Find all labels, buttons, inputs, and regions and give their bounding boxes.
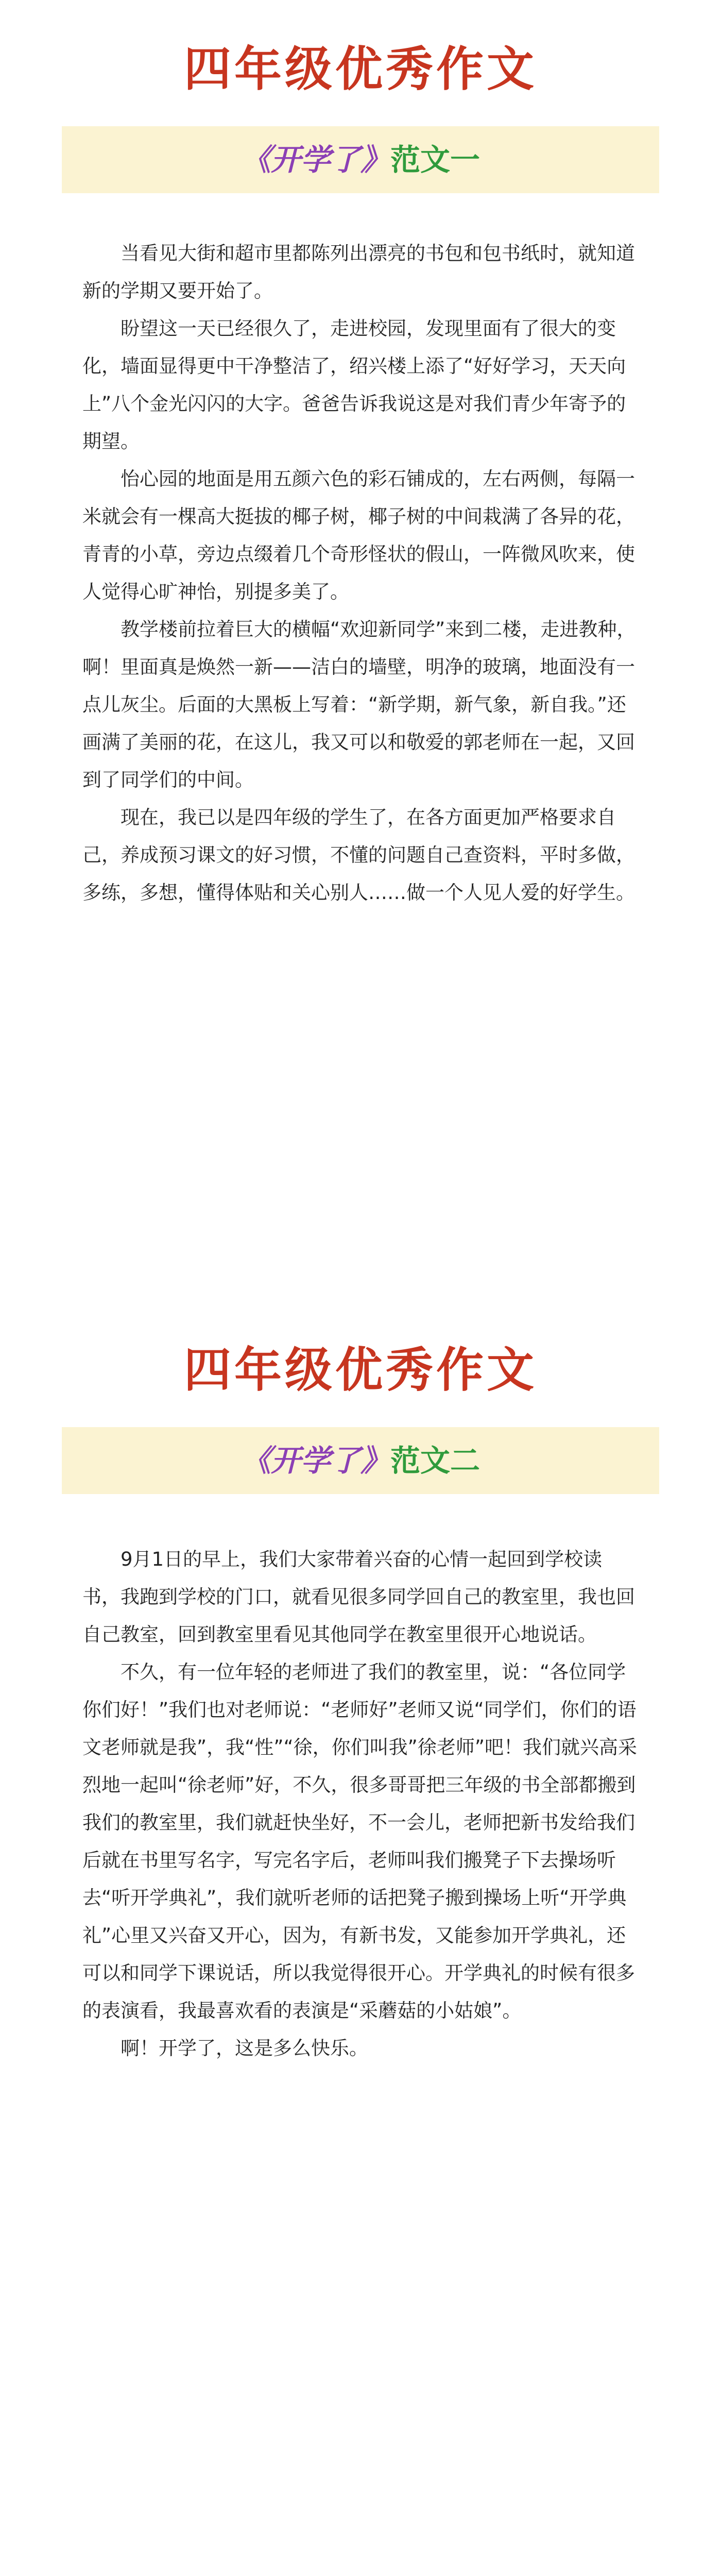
paragraph: 当看见大街和超市里都陈列出漂亮的书包和包书纸时，就知道新的学期又要开始了。 bbox=[82, 242, 635, 302]
section-title: 四年级优秀作文 bbox=[183, 1343, 537, 1398]
section-title: 四年级优秀作文 bbox=[183, 42, 537, 97]
essay-body bbox=[82, 234, 639, 911]
subtitle-sample-label: 范文一 bbox=[390, 142, 480, 177]
paragraph: 怡心园的地面是用五颜六色的彩石铺成的，左右两侧，每隔一米就会有一棵高大挺拔的椰子树，椰子树的中间栽满了各异的花，青青的小草，旁边点缀着几个奇形怪状的假山，一阵微风吹来，使人觉得心旷神怡，别提多美了。 bbox=[82, 468, 635, 603]
subtitle-book-name: 《开学了》 bbox=[241, 1443, 390, 1478]
paragraph: 9月1日的早上，我们大家带着兴奋的心情一起回到学校读书，我跑到学校的门口，就看见很多同学回自己的教室里，我也回自己教室，回到教室里看见其他同学在教室里很开心地说话。 bbox=[82, 1548, 635, 1646]
paragraph: 现在，我已以是四年级的学生了，在各方面更加严格要求自己，养成预习课文的好习惯，不懂的问题自己查资料，平时多做，多练，多想，懂得体贴和关心别人……做一个人见人爱的好学生。 bbox=[82, 806, 635, 904]
subtitle-banner bbox=[62, 126, 659, 193]
paragraph: 教学楼前拉着巨大的横幅“欢迎新同学”来到二楼，走进教种，啊！里面真是焕然一新——洁白的墙壁，明净的玻璃，地面没有一点儿灰尘。后面的大黑板上写着：“新学期，新气象，新自我。”还画满了美丽的花，在这儿，我又可以和敬爱的郭老师在一起，又回到了同学们的中间。 bbox=[82, 618, 636, 791]
subtitle-book-name: 《开学了》 bbox=[241, 142, 390, 177]
paragraph: 盼望这一天已经很久了，走进校园，发现里面有了很大的变化，墙面显得更中干净整洁了，绍兴楼上添了“好好学习，天天向上”八个金光闪闪的大字。爸爸告诉我说这是对我们青少年寄予的期望。 bbox=[82, 317, 626, 452]
essay-body bbox=[82, 1540, 639, 2067]
paragraph: 不久，有一位年轻的老师进了我们的教室里，说：“各位同学你们好！”我们也对老师说：“老师好”老师又说“同学们，你们的语文老师就是我”，我“性”“徐，你们叫我”徐老师”吧！我们就兴高采烈地一起叫“徐老师”好，不久，很多哥哥把三年级的书全部都搬到我们的教室里，我们就赶快坐好，不一会儿，老师把新书发给我们后就在书里写名字，写完名字后，老师叫我们搬凳子下去操场听去“听开学典礼”，我们就听老师的话把凳子搬到操场上听“开学典礼”心里又兴奋又开心，因为，有新书发，又能参加开学典礼，还可以和同学下课说话，所以我觉得很开心。开学典礼的时候有很多的表演看，我最喜欢看的表演是“采蘑菇的小姑娘”。 bbox=[82, 1661, 638, 2022]
paragraph: 啊！开学了，这是多么快乐。 bbox=[121, 2037, 368, 2059]
subtitle-sample-label: 范文二 bbox=[390, 1443, 480, 1478]
subtitle-banner bbox=[62, 1427, 659, 1494]
